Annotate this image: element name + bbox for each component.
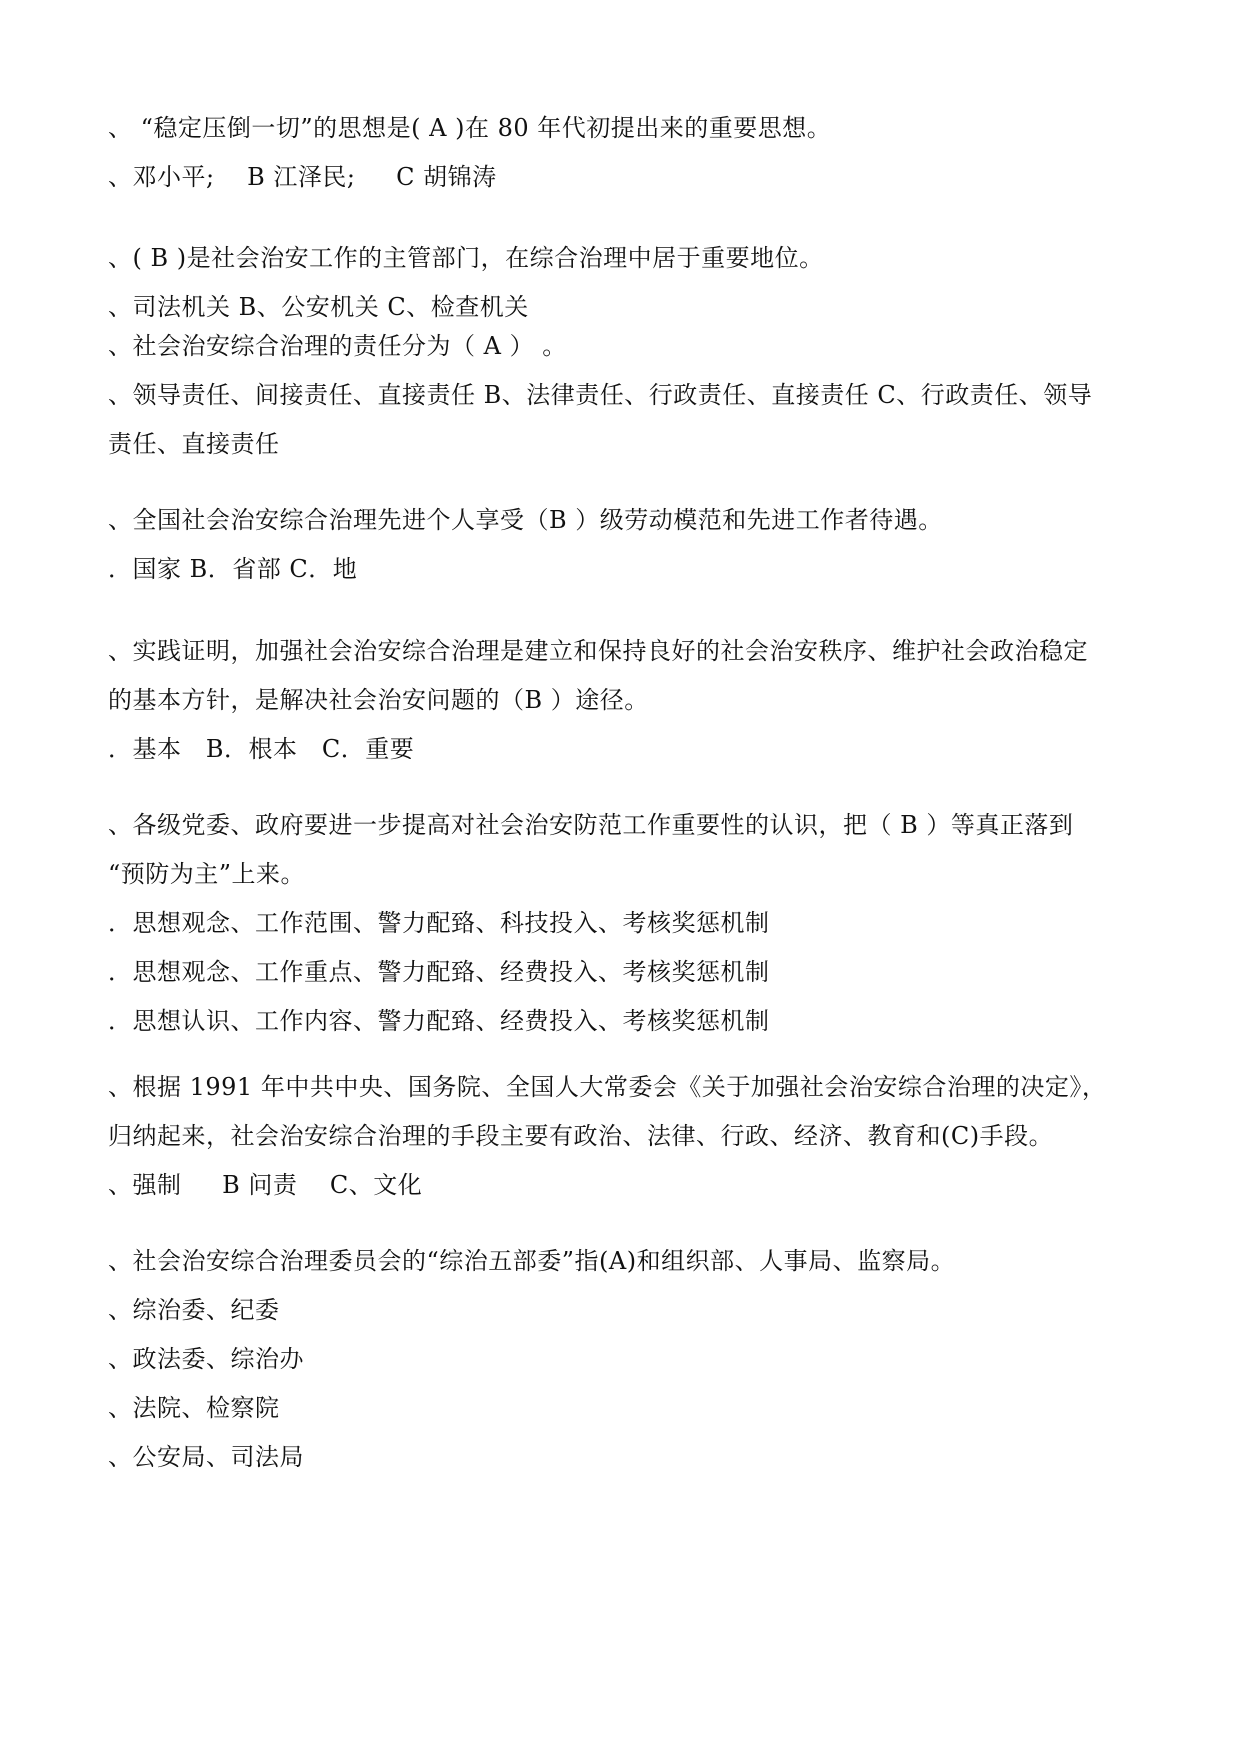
question-stem: 的基本方针，是解决社会治安问题的（B ）途径。 (108, 686, 649, 714)
question-stem: 、各级党委、政府要进一步提高对社会治安防范工作重要性的认识，把（ B ）等真正落到 (108, 811, 1074, 839)
question-options: 、司法机关 B、公安机关 C、检查机关 (108, 293, 529, 321)
question-stem: 、实践证明，加强社会治安综合治理是建立和保持良好的社会治安秩序、维护社会政治稳定 (108, 637, 1088, 665)
question-stem: 、社会治安综合治理的责任分为（ A ） 。 (108, 332, 567, 360)
question-3 (108, 322, 1092, 469)
question-options: ．思想观念、工作重点、警力配臵、经费投入、考核奖惩机制 (108, 958, 770, 986)
question-options: ．基本 B．根本 C．重要 (108, 735, 415, 763)
question-stem: 、全国社会治安综合治理先进个人享受（B ）级劳动模范和先进工作者待遇。 (108, 506, 943, 534)
question-options: 责任、直接责任 (108, 430, 280, 458)
question-5 (108, 627, 1088, 774)
question-stem: 归纳起来，社会治安综合治理的手段主要有政治、法律、行政、经济、教育和(C)手段。 (108, 1122, 1054, 1150)
question-options: 、邓小平; B 江泽民; C 胡锦涛 (108, 163, 497, 191)
question-8 (108, 1237, 955, 1482)
question-stem: 、 “稳定压倒一切”的思想是( A )在 80 年代初提出来的重要思想。 (108, 114, 832, 142)
question-4 (108, 496, 943, 594)
question-options: ．思想观念、工作范围、警力配臵、科技投入、考核奖惩机制 (108, 909, 770, 937)
question-options: 、综治委、纪委 (108, 1296, 280, 1324)
question-6 (108, 801, 1073, 1046)
question-options: 、领导责任、间接责任、直接责任 B、法律责任、行政责任、直接责任 C、行政责任、领导 (108, 381, 1093, 409)
question-7 (108, 1063, 1106, 1210)
question-options: ．思想认识、工作内容、警力配臵、经费投入、考核奖惩机制 (108, 1007, 770, 1035)
question-options: ．国家 B．省部 C．地 (108, 555, 358, 583)
question-stem: “预防为主”上来。 (108, 860, 306, 888)
question-options: 、法院、检察院 (108, 1394, 280, 1422)
question-stem: 、社会治安综合治理委员会的“综治五部委”指(A)和组织部、人事局、监察局。 (108, 1247, 956, 1275)
question-options: 、政法委、综治办 (108, 1345, 304, 1373)
question-options: 、强制 B 问责 C、文化 (108, 1171, 423, 1199)
question-options: 、公安局、司法局 (108, 1443, 304, 1471)
question-2 (108, 234, 824, 332)
question-1 (108, 104, 831, 202)
question-stem: 、根据 1991 年中共中央、国务院、全国人大常委会《关于加强社会治安综合治理的决定》， (108, 1073, 1107, 1101)
question-stem: 、( B )是社会治安工作的主管部门，在综合治理中居于重要地位。 (108, 244, 824, 272)
